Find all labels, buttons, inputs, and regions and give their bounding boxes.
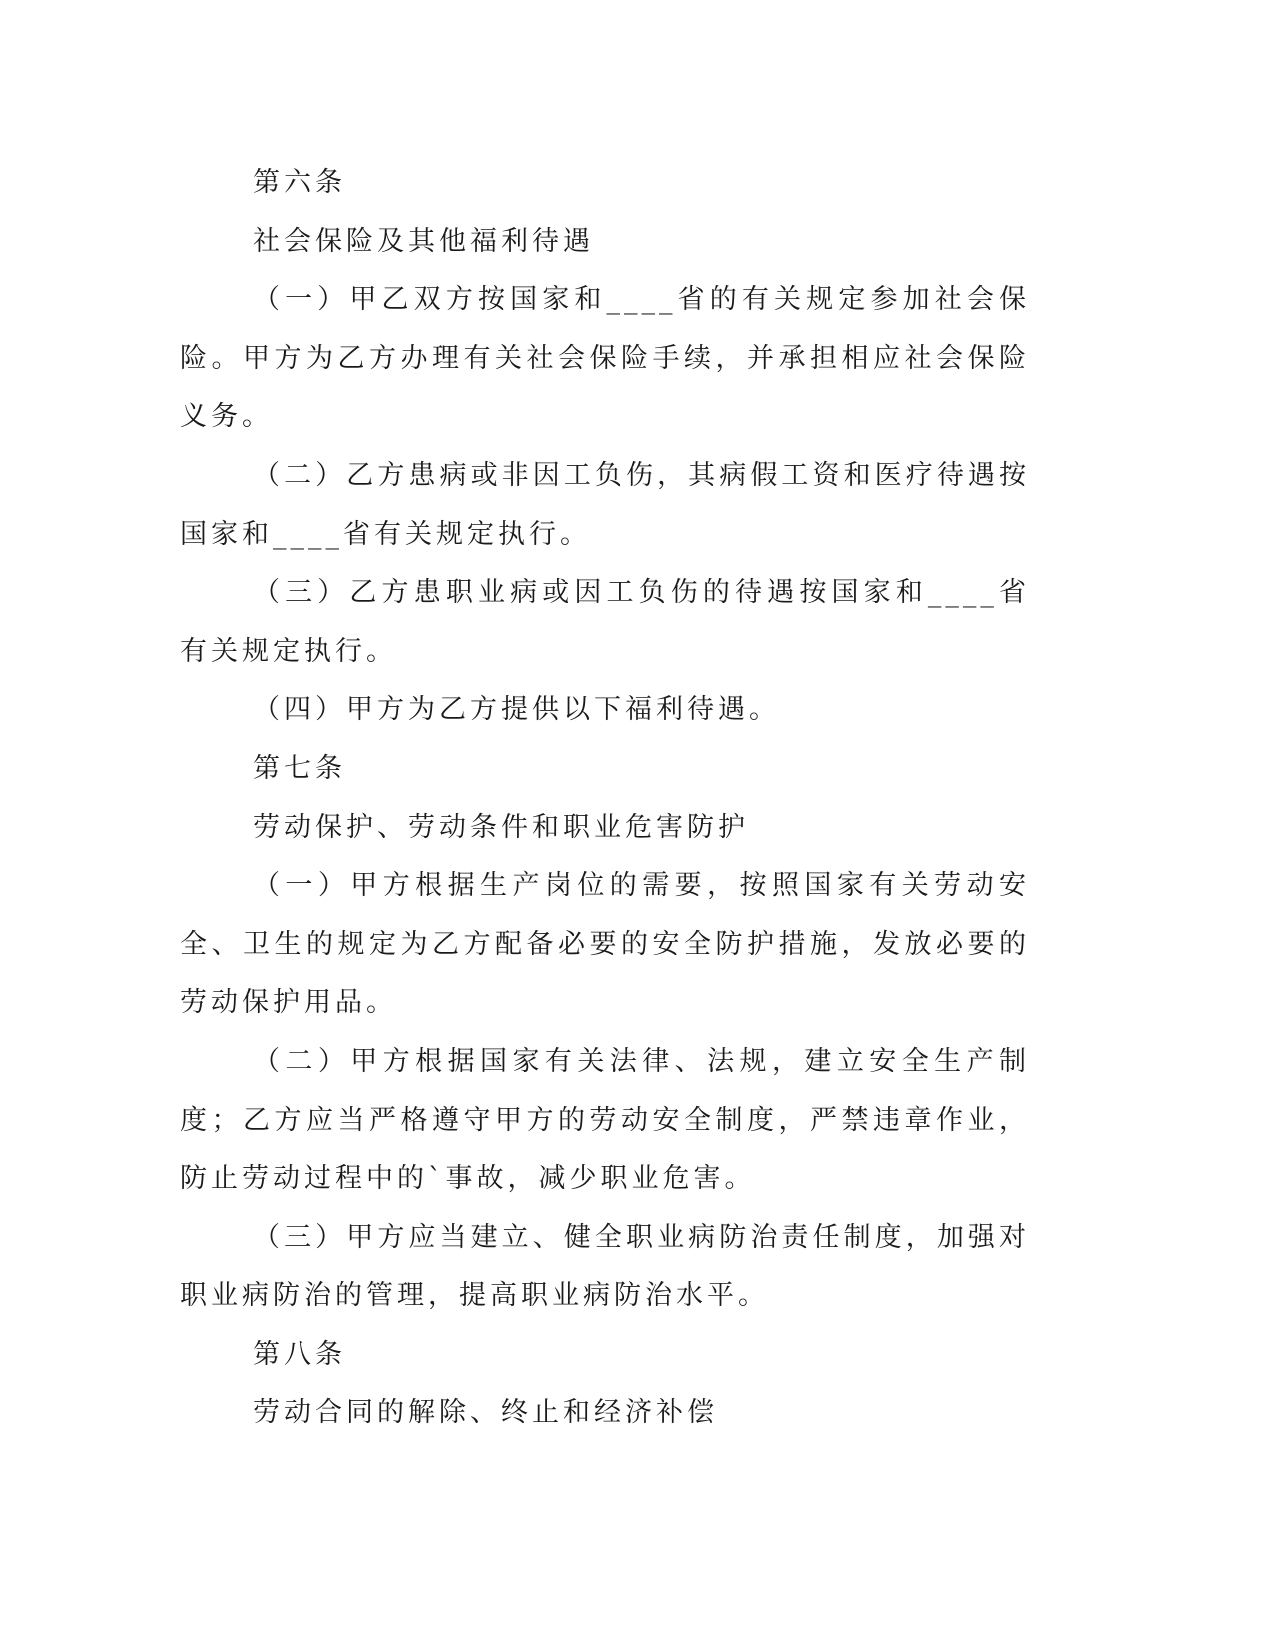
article-6-item-2: （二）乙方患病或非因工负伤，其病假工资和医疗待遇按国家和____省有关规定执行。 — [180, 459, 1030, 550]
document-body — [180, 154, 1030, 1443]
article-6-heading: 第六条 — [253, 167, 346, 198]
article-6-item-1: （一）甲乙双方按国家和____省的有关规定参加社会保险。甲方为乙方办理有关社会保险手续，并承担相应社会保险义务。 — [180, 284, 1030, 433]
article-7-item-3: （三）甲方应当建立、健全职业病防治责任制度，加强对职业病防治的管理，提高职业病防治水平。 — [180, 1221, 1030, 1312]
article-6-item-4: （四）甲方为乙方提供以下福利待遇。 — [253, 694, 780, 726]
article-7-item-2: （二）甲方根据国家有关法律、法规，建立安全生产制度；乙方应当严格遵守甲方的劳动安全制度，严禁违章作业，防止劳动过程中的`事故，减少职业危害。 — [180, 1045, 1030, 1195]
article-8-title: 劳动合同的解除、终止和经济补偿 — [253, 1397, 718, 1429]
article-7-item-1: （一）甲方根据生产岗位的需要，按照国家有关劳动安全、卫生的规定为乙方配备必要的安全防护措施，发放必要的劳动保护用品。 — [180, 870, 1030, 1019]
article-6-title: 社会保险及其他福利待遇 — [253, 225, 594, 257]
article-7-title: 劳动保护、劳动条件和职业危害防护 — [253, 811, 749, 843]
article-6-item-3: （三）乙方患职业病或因工负伤的待遇按国家和____省有关规定执行。 — [180, 577, 1030, 667]
article-8-heading: 第八条 — [253, 1338, 346, 1370]
article-7-heading: 第七条 — [253, 752, 346, 784]
